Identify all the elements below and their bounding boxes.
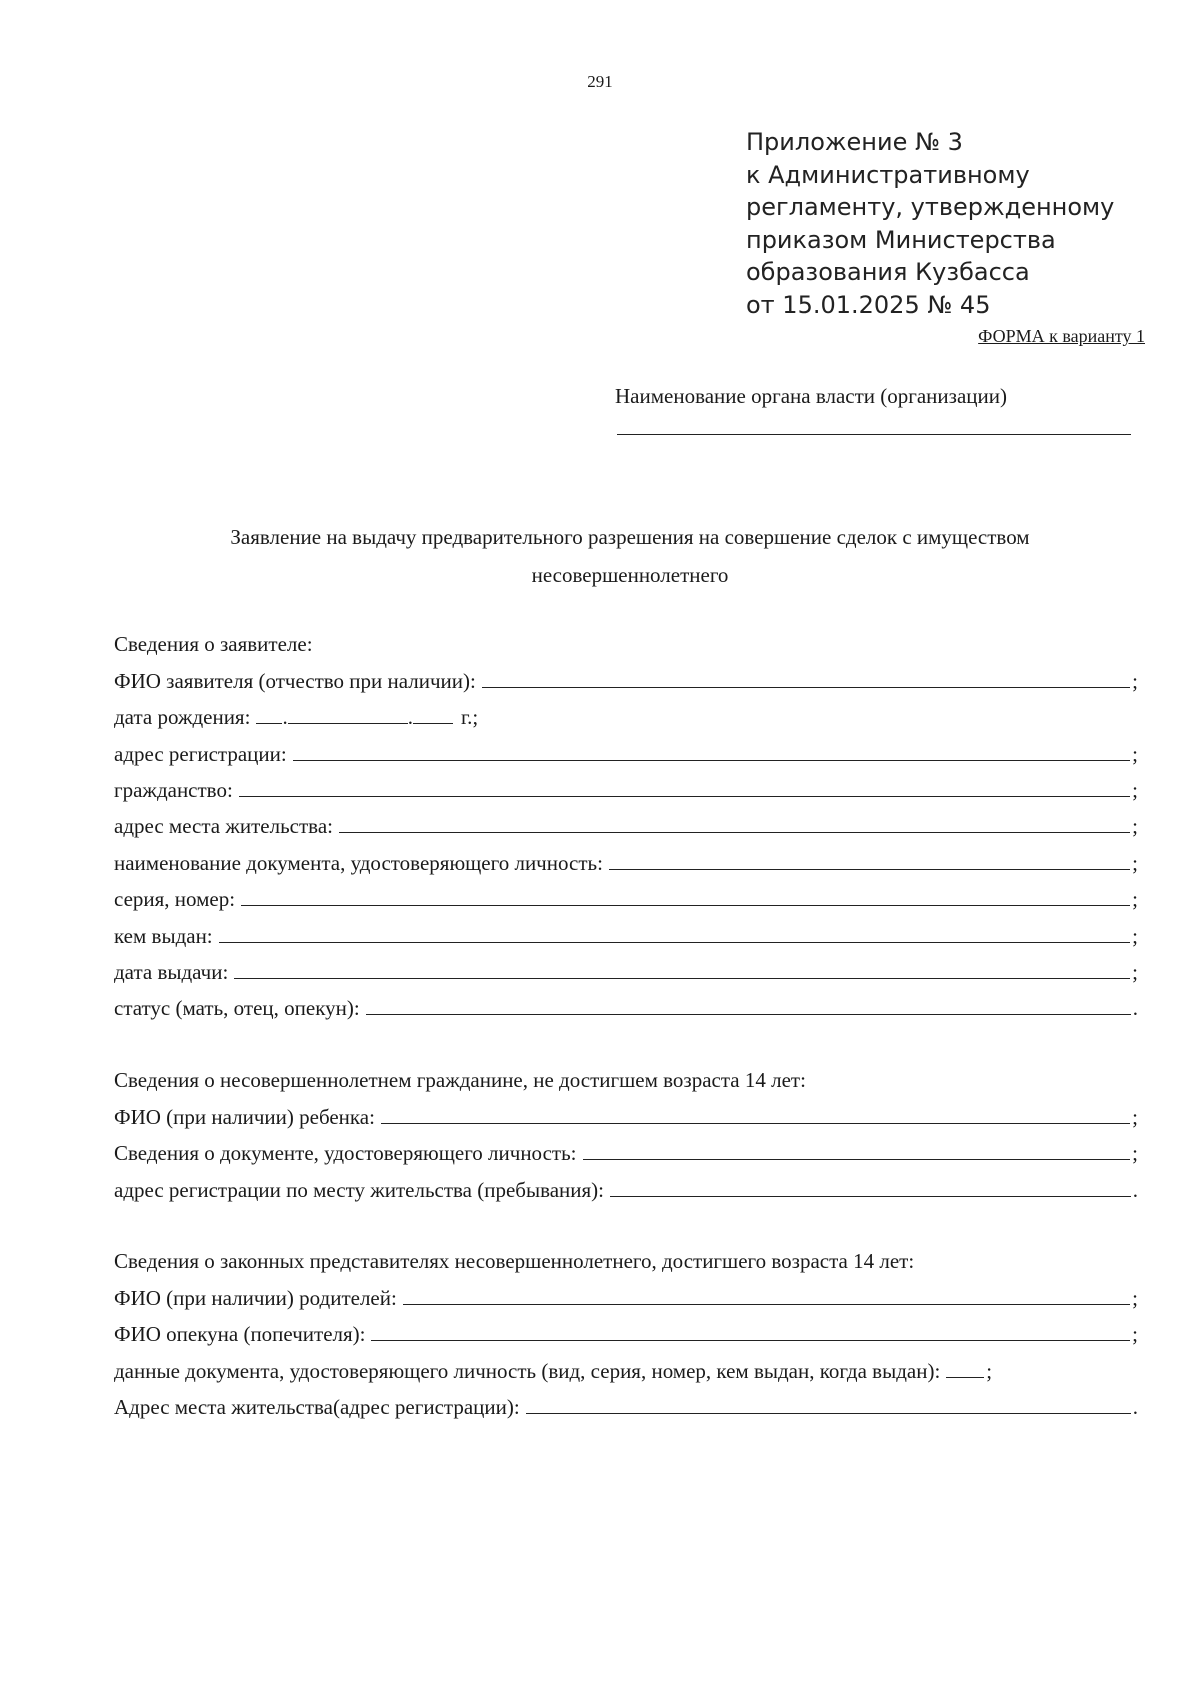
field-label: статус (мать, отец, опекун): (114, 996, 360, 1021)
child-fio-blank[interactable] (381, 1122, 1130, 1124)
field-label: дата выдачи: (114, 959, 229, 984)
appendix-line: Приложение № 3 (746, 128, 963, 156)
field-punct: ; (1132, 777, 1138, 802)
series-number-row (114, 876, 1138, 912)
parents-fio-blank[interactable] (403, 1303, 1130, 1305)
field-label: Адрес места жительства(адрес регистрации): (114, 1394, 520, 1419)
status-blank[interactable] (366, 1013, 1131, 1015)
field-label: серия, номер: (114, 887, 236, 912)
field-punct: ; (1132, 741, 1138, 766)
appendix-line: к Административному (746, 160, 1030, 189)
field-punct: . (1132, 1394, 1138, 1419)
appendix-header (746, 126, 1146, 321)
form-variant-label: ФОРМА к варианту 1 (978, 326, 1145, 346)
birth-day-blank[interactable] (256, 722, 282, 724)
applicant-fio-row (114, 657, 1138, 693)
field-label: кем выдан: (114, 923, 213, 948)
field-label: адрес регистрации по месту жительства (пребывания): (114, 1177, 605, 1202)
reg-address-blank[interactable] (293, 759, 1130, 761)
status-row (114, 985, 1138, 1021)
field-punct: . (1132, 1177, 1138, 1202)
field-punct: ; (1132, 959, 1138, 984)
legal-reps-section (114, 1238, 1138, 1420)
document-title (80, 518, 1180, 594)
field-label: ФИО заявителя (отчество при наличии): (114, 668, 476, 693)
field-label: дата рождения: (114, 705, 251, 730)
field-punct: ; (1132, 1285, 1138, 1310)
citizenship-blank[interactable] (239, 795, 1130, 797)
field-label: Сведения о документе, удостоверяющего личность: (114, 1141, 577, 1166)
id-doc-name-blank[interactable] (609, 868, 1130, 870)
issue-date-blank[interactable] (234, 977, 1130, 979)
appendix-line: образования Кузбасса (746, 258, 1030, 286)
issued-by-row (114, 912, 1138, 948)
minor-under14-section (114, 1057, 1138, 1203)
field-punct: ; (986, 1358, 993, 1383)
residence-address-blank[interactable] (339, 831, 1130, 833)
issue-date-row (114, 949, 1138, 985)
rep-id-doc-row (114, 1347, 1138, 1383)
child-id-doc-blank[interactable] (583, 1158, 1131, 1160)
applicant-section (114, 621, 1138, 1021)
guardian-fio-row (114, 1311, 1138, 1347)
birth-date-row (114, 694, 1138, 730)
field-label: ФИО (при наличии) родителей: (114, 1285, 397, 1310)
child-reg-address-row (114, 1166, 1138, 1202)
org-name-blank[interactable] (617, 434, 1131, 435)
org-name-label: Наименование органа власти (организации) (615, 384, 1007, 408)
applicant-fio-blank[interactable] (482, 686, 1130, 688)
field-punct: ; (1132, 1322, 1138, 1347)
issued-by-blank[interactable] (219, 941, 1131, 943)
residence-address-row (114, 803, 1138, 839)
guardian-fio-blank[interactable] (371, 1339, 1130, 1341)
section-heading: Сведения о несовершеннолетнем гражданине, не достигшем возраста 14 лет: (114, 1068, 806, 1093)
birth-separator: . (407, 705, 413, 730)
field-label: гражданство: (114, 777, 233, 802)
birth-year-suffix: г.; (460, 705, 479, 730)
field-label: данные документа, удостоверяющего личность (вид, серия, номер, кем выдан, когда выдан): (114, 1358, 941, 1383)
id-doc-name-row (114, 839, 1138, 875)
child-fio-row (114, 1093, 1138, 1129)
rep-residence-address-blank[interactable] (526, 1412, 1131, 1414)
field-punct: ; (1132, 887, 1138, 912)
field-punct: ; (1132, 1104, 1138, 1129)
field-punct: . (1132, 996, 1138, 1021)
citizenship-row (114, 767, 1138, 803)
birth-separator: . (282, 705, 288, 730)
field-punct: ; (1132, 850, 1138, 875)
field-label: адрес регистрации: (114, 741, 287, 766)
section-heading: Сведения о заявителе: (114, 632, 313, 657)
section-heading: Сведения о законных представителях несовершеннолетнего, достигшего возраста 14 лет: (114, 1249, 915, 1274)
rep-residence-address-row (114, 1384, 1138, 1420)
page-number: 291 (587, 72, 613, 91)
birth-month-blank[interactable] (288, 722, 408, 724)
field-label: наименование документа, удостоверяющего личность: (114, 850, 603, 875)
field-punct: ; (1132, 923, 1138, 948)
appendix-line: от 15.01.2025 № 45 (746, 290, 991, 319)
child-reg-address-blank[interactable] (610, 1195, 1131, 1197)
field-punct: ; (1132, 814, 1138, 839)
document-title-line: Заявление на выдачу предварительного разрешения на совершение сделок с имуществом (230, 525, 1030, 549)
parents-fio-row (114, 1274, 1138, 1310)
rep-id-doc-blank[interactable] (946, 1376, 984, 1378)
appendix-line: регламенту, утвержденному (746, 193, 1115, 221)
appendix-line: приказом Министерства (746, 225, 1056, 254)
document-title-line: несовершеннолетнего (531, 563, 729, 587)
series-number-blank[interactable] (241, 904, 1130, 906)
field-punct: ; (1132, 668, 1138, 693)
field-punct: ; (1132, 1141, 1138, 1166)
birth-year-blank[interactable] (413, 722, 453, 724)
field-label: адрес места жительства: (114, 814, 333, 839)
reg-address-row (114, 730, 1138, 766)
field-label: ФИО опекуна (попечителя): (114, 1322, 366, 1347)
field-label: ФИО (при наличии) ребенка: (114, 1104, 375, 1129)
child-id-doc-row (114, 1130, 1138, 1166)
